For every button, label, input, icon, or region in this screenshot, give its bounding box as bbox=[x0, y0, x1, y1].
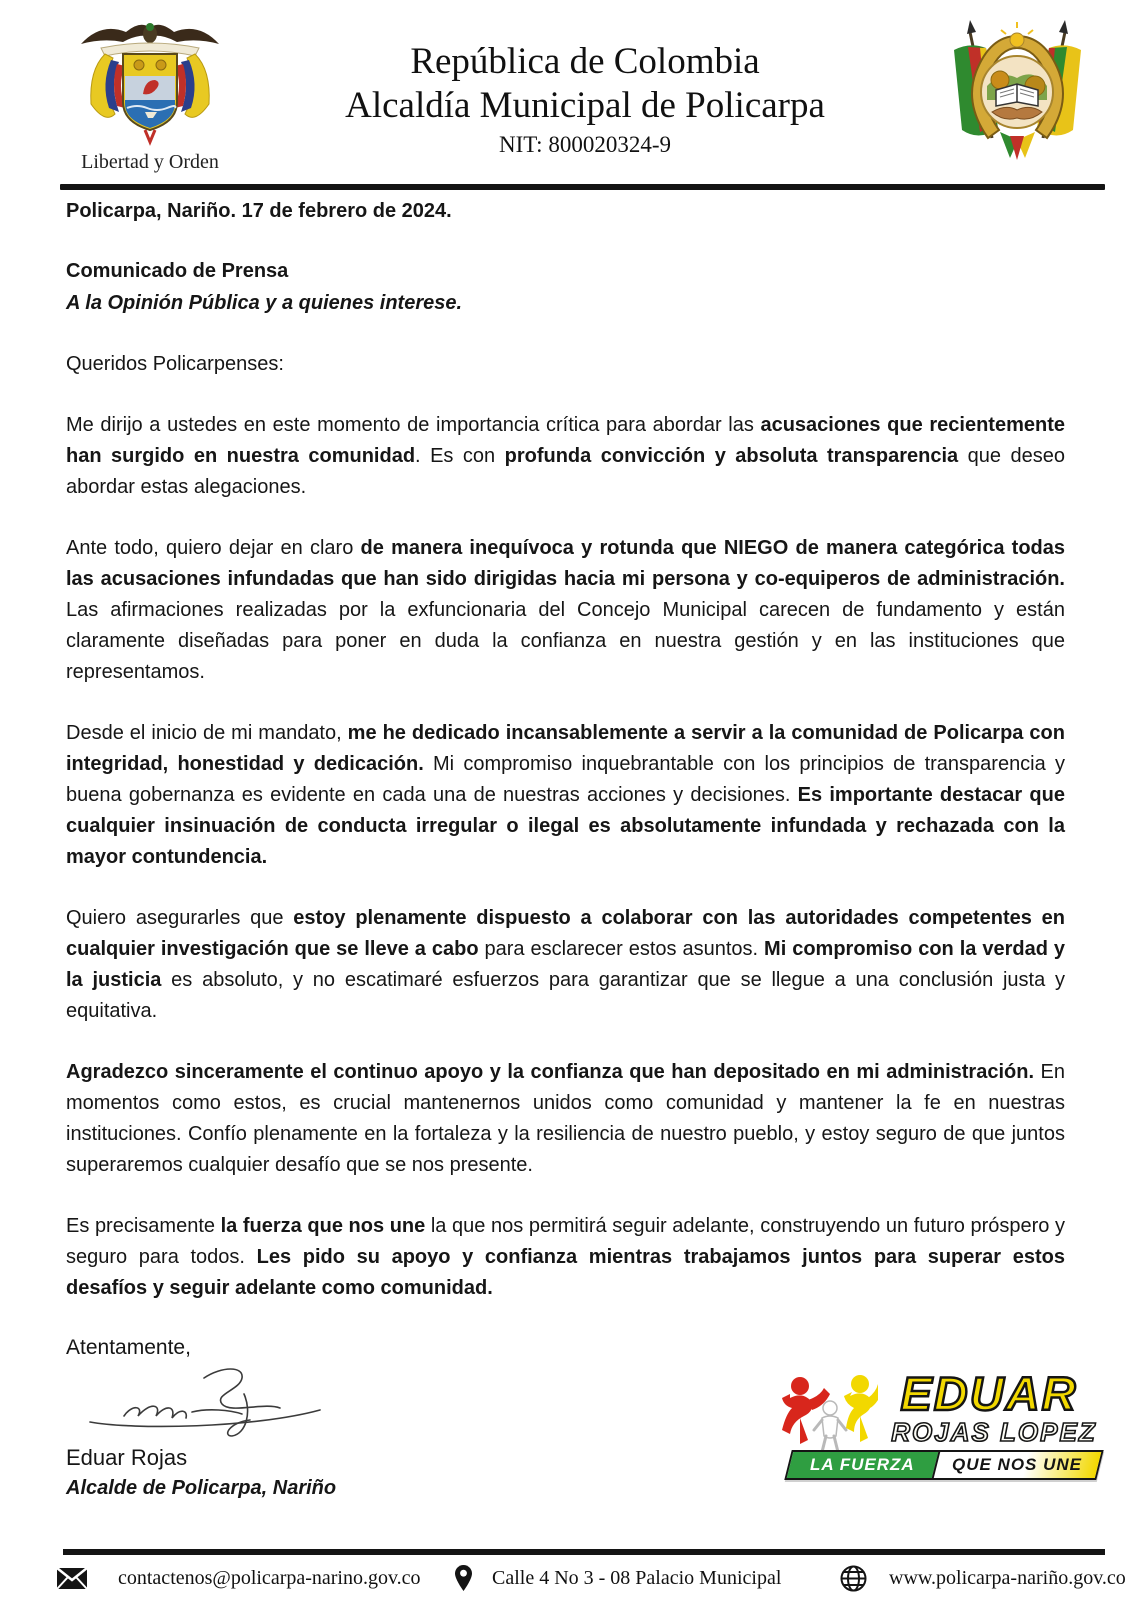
location-pin-icon bbox=[455, 1565, 472, 1591]
campaign-name-last: ROJAS LOPEZ bbox=[891, 1417, 1097, 1447]
policarpa-seal-block bbox=[930, 18, 1105, 167]
letterhead bbox=[0, 0, 1131, 173]
paragraph: Ante todo, quiero dejar en claro de manera inequívoca y rotunda que NIEGO de manera categórica todas las acusaciones infundadas que han sido dirigidas hacia mi persona y co-equiperos de administración. Las afirmaciones realizadas por la exfuncionaria del Concejo Municipal carecen de fundamento y están claramente diseñadas para poner en duda la confianza en nuestra gestión y en las instituciones que representamos. bbox=[66, 537, 1065, 683]
footer-address-item bbox=[455, 1560, 781, 1596]
campaign-slogan-banner bbox=[784, 1450, 1103, 1480]
slogan-right: QUE NOS UNE bbox=[932, 1452, 1102, 1478]
paragraph: Quiero asegurarles que estoy plenamente dispuesto a colaborar con las autoridades competentes en cualquier investigación que se lleve a cabo para esclarecer estos asuntos. Mi compromiso con la verdad y la justicia es absoluto, y no escatimaré esfuerzos para garantizar que se llegue a una conclusión justa y equitativa. bbox=[66, 907, 1066, 1022]
signature bbox=[84, 1364, 334, 1440]
paragraph: Me dirijo a ustedes en este momento de importancia crítica para abordar las acusaciones que recientemente han surgido en nuestra comunidad. Es con profunda convicción y absoluta transparencia que deseo abordar estas alegaciones. bbox=[66, 414, 1065, 498]
footer-website-item bbox=[840, 1560, 1126, 1596]
municipality-title: Alcaldía Municipal de Policarpa bbox=[345, 85, 825, 126]
signer-title: Alcalde de Policarpa, Nariño bbox=[66, 1477, 337, 1499]
colombia-coat-of-arms-icon bbox=[71, 18, 229, 146]
header-divider bbox=[60, 184, 1105, 190]
subject-addressee: A la Opinión Pública y a quienes interese. bbox=[66, 292, 463, 314]
footer-email: contactenos@policarpa-narino.gov.co bbox=[118, 1566, 421, 1589]
salutation: Queridos Policarpenses: bbox=[66, 353, 284, 375]
dateline: Policarpa, Nariño. 17 de febrero de 2024. bbox=[66, 200, 452, 222]
footer bbox=[0, 1560, 1131, 1600]
letterhead-titles bbox=[240, 18, 930, 158]
closing: Atentamente, bbox=[66, 1336, 191, 1359]
subject-title: Comunicado de Prensa bbox=[66, 260, 289, 282]
footer-address: Calle 4 No 3 - 08 Palacio Municipal bbox=[492, 1566, 782, 1589]
footer-email-item bbox=[56, 1560, 421, 1596]
envelope-icon bbox=[56, 1567, 88, 1590]
paragraph: Es precisamente la fuerza que nos une la que nos permitirá seguir adelante, construyendo un futuro próspero y seguro para todos. Les pido su apoyo y confianza mientras trabajamos juntos para superar estos desafíos y seguir adelante como comunidad. bbox=[66, 1215, 1065, 1299]
country-title: República de Colombia bbox=[410, 41, 760, 82]
campaign-name-first: EDUAR bbox=[900, 1367, 1078, 1420]
colombia-seal-motto: Libertad y Orden bbox=[81, 151, 219, 173]
globe-icon bbox=[840, 1565, 867, 1592]
campaign-people-icon bbox=[778, 1374, 878, 1458]
letter-body bbox=[66, 410, 1065, 1304]
policarpa-coat-of-arms-icon bbox=[940, 20, 1095, 162]
footer-divider bbox=[63, 1549, 1105, 1555]
paragraph: Desde el inicio de mi mandato, me he dedicado incansablemente a servir a la comunidad de Policarpa con integridad, honestidad y dedicación. Mi compromiso inquebrantable con los principios de transparencia y buena gobernanza es evidente en cada una de nuestras acciones y decisiones. Es importante destacar que cualquier insinuación de conducta irregular o ilegal es absolutamente infundada y rechazada con la mayor contundencia. bbox=[66, 722, 1065, 868]
slogan-left: LA FUERZA bbox=[787, 1452, 938, 1478]
subject-block bbox=[66, 255, 1065, 319]
signer-name: Eduar Rojas bbox=[66, 1445, 188, 1470]
nit-number: NIT: 800020324-9 bbox=[499, 132, 671, 157]
footer-website: www.policarpa-nariño.gov.co bbox=[889, 1566, 1126, 1589]
colombia-seal-block bbox=[60, 18, 240, 174]
campaign-logo bbox=[778, 1367, 1108, 1490]
paragraph: Agradezco sinceramente el continuo apoyo y la confianza que han depositado en mi administración. En momentos como estos, es crucial mantenernos unidos como comunidad y mantener la fe en nuestras instituciones. Confío plenamente en la fortaleza y la resiliencia de nuestro pueblo, y estoy seguro de que juntos superaremos cualquier desafío que se nos presente. bbox=[66, 1061, 1065, 1176]
letter-content bbox=[0, 200, 1131, 1500]
